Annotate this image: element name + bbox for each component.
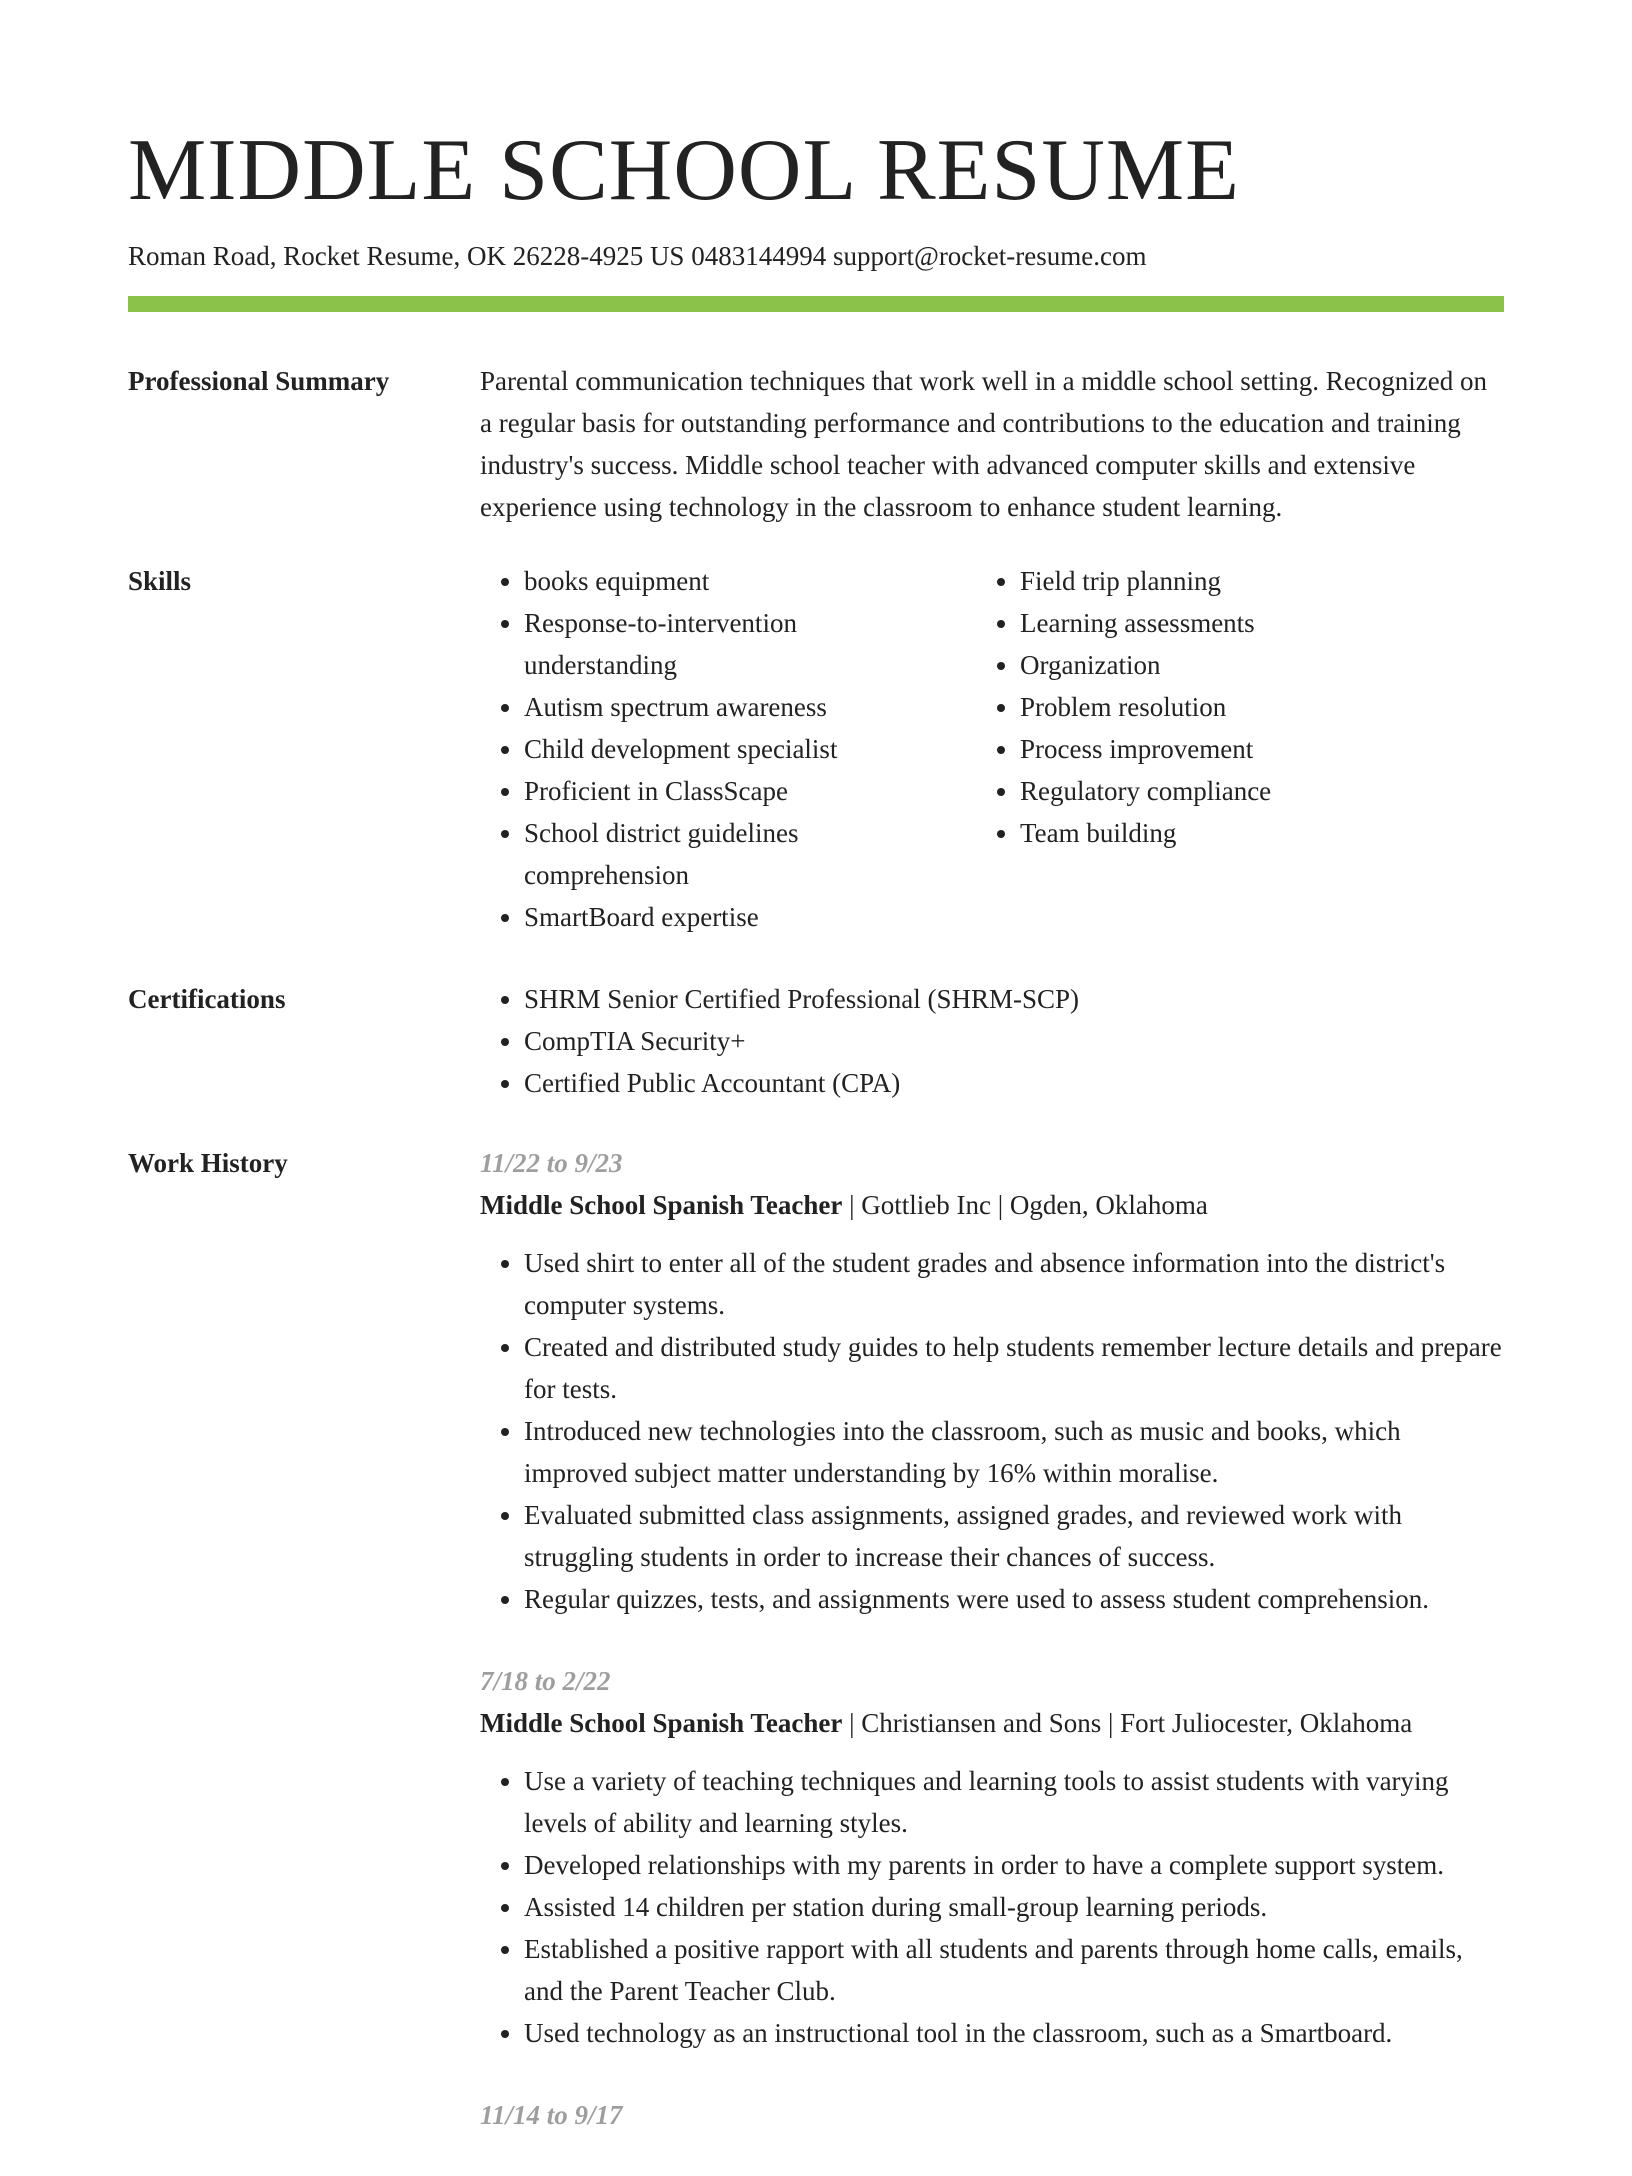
- summary-section: [128, 360, 1504, 528]
- summary-label: Professional Summary: [128, 366, 390, 396]
- job-bullet: • Developed relationships with my parents in order to have a complete support system.: [524, 1844, 1504, 1886]
- skills-column-2: [940, 560, 1504, 938]
- job-bullet: • Evaluated submitted class assignments, assigned grades, and reviewed work with struggling students in order to increase their chances of success.: [524, 1494, 1504, 1578]
- summary-text: Parental communication techniques that work well in a middle school setting. Recognized on a regular basis for outstanding performance and contributions to the education and training industry's success. Middle school teacher with advanced computer skills and extensive experience using technology in the classroom to enhance student learning.: [480, 366, 1488, 522]
- job-entry: [480, 1142, 1504, 1620]
- skills-column-1: [480, 560, 940, 938]
- job-bullet: • Used technology as an instructional tool in the classroom, such as a Smartboard.: [524, 2012, 1504, 2054]
- header-divider: [128, 296, 1504, 312]
- job-dates: 11/22 to 9/23: [480, 1148, 623, 1178]
- work-history-label: Work History: [128, 1148, 288, 1178]
- contact-line: Roman Road, Rocket Resume, OK 26228-4925 US 0483144994 support@rocket-resume.com: [128, 241, 1147, 271]
- work-history-section: [128, 1142, 1504, 2176]
- job-title: Middle School Spanish Teacher: [480, 1190, 843, 1220]
- job-bullet: • Used shirt to enter all of the student grades and absence information into the district's computer systems.: [524, 1242, 1504, 1326]
- skill-item: • Team building: [1020, 812, 1504, 854]
- skill-item: • School district guidelines comprehension: [524, 812, 940, 896]
- job-bullet: • Created and distributed study guides to help students remember lecture details and prepare for tests.: [524, 1326, 1504, 1410]
- skill-item: • books equipment: [524, 560, 940, 602]
- skills-section: [128, 560, 1504, 938]
- job-bullet: • Assisted 14 children per station during small-group learning periods.: [524, 1886, 1504, 1928]
- skill-item: • SmartBoard expertise: [524, 896, 940, 938]
- skill-item: • Autism spectrum awareness: [524, 686, 940, 728]
- skill-item: • Child development specialist: [524, 728, 940, 770]
- job-dates: 11/14 to 9/17: [480, 2100, 623, 2130]
- job-bullet: • Introduced new technologies into the classroom, such as music and books, which improved subject matter understanding by 16% within moralise.: [524, 1410, 1504, 1494]
- skill-item: • Field trip planning: [1020, 560, 1504, 602]
- certifications-label: Certifications: [128, 984, 286, 1014]
- skill-item: • Response-to-intervention understanding: [524, 602, 940, 686]
- job-bullet: • Use a variety of teaching techniques and learning tools to assist students with varying levels of ability and learning styles.: [524, 1760, 1504, 1844]
- skill-item: • Regulatory compliance: [1020, 770, 1504, 812]
- job-entry: [480, 1660, 1504, 2054]
- job-bullet: • Established a positive rapport with all students and parents through home calls, emails, and the Parent Teacher Club.: [524, 1928, 1504, 2012]
- skills-label: Skills: [128, 566, 192, 596]
- job-details: | Gottlieb Inc | Ogden, Oklahoma: [842, 1190, 1208, 1220]
- certification-item: • SHRM Senior Certified Professional (SHRM-SCP): [524, 978, 1504, 1020]
- job-heading: [480, 1702, 1504, 1744]
- skill-item: • Proficient in ClassScape: [524, 770, 940, 812]
- job-title: Middle School Spanish Teacher: [480, 1708, 843, 1738]
- job-bullet: • Regular quizzes, tests, and assignments were used to assess student comprehension.: [524, 1578, 1504, 1620]
- certifications-section: [128, 978, 1504, 1104]
- resume-title: MIDDLE SCHOOL RESUME: [128, 122, 1240, 219]
- job-dates: 7/18 to 2/22: [480, 1666, 611, 1696]
- job-heading: [480, 1184, 1504, 1226]
- job-details: | Christiansen and Sons | Fort Juliocester, Oklahoma: [842, 1708, 1413, 1738]
- skill-item: • Learning assessments: [1020, 602, 1504, 644]
- job-entry: [480, 2094, 1504, 2136]
- skill-item: • Process improvement: [1020, 728, 1504, 770]
- certification-item: • CompTIA Security+: [524, 1020, 1504, 1062]
- skill-item: • Problem resolution: [1020, 686, 1504, 728]
- skill-item: • Organization: [1020, 644, 1504, 686]
- certification-item: • Certified Public Accountant (CPA): [524, 1062, 1504, 1104]
